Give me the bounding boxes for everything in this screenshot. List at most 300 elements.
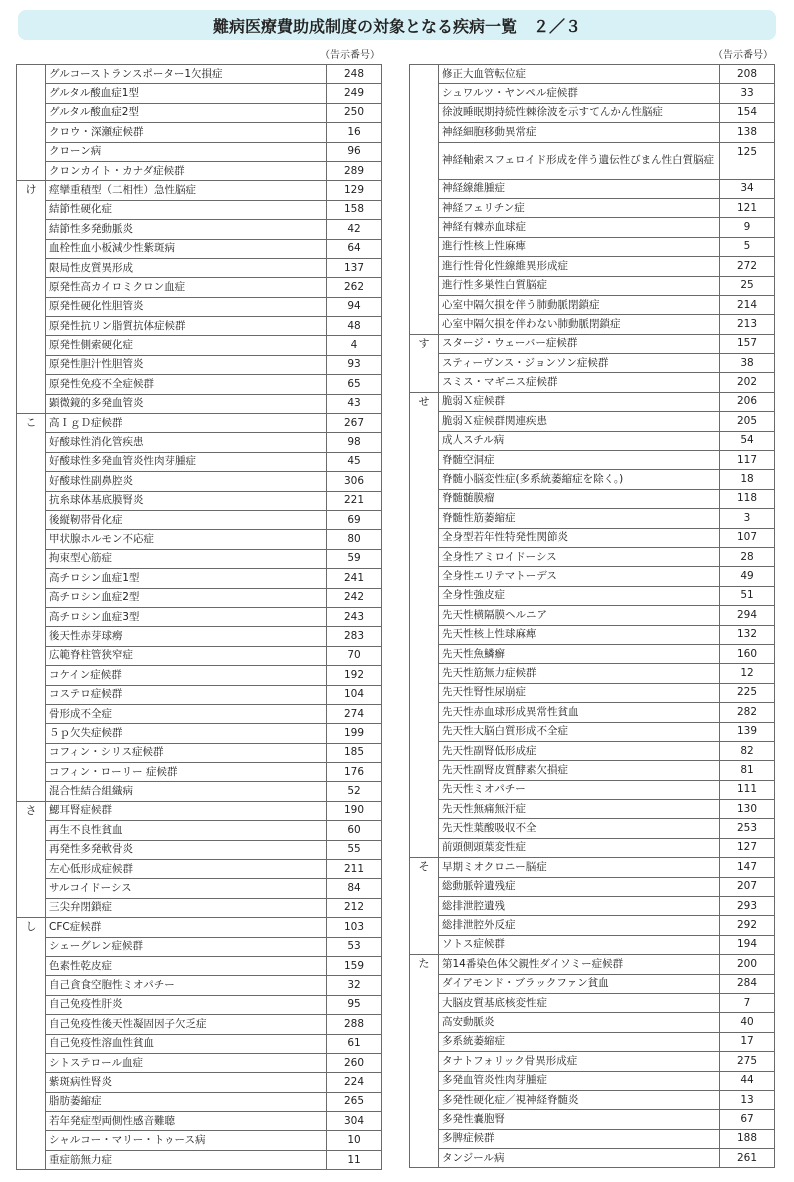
notice-number: 157 xyxy=(720,334,775,353)
notice-number: 52 xyxy=(327,782,382,801)
notice-number: 306 xyxy=(327,472,382,491)
disease-name: 先天性赤血球形成異常性貧血 xyxy=(439,703,720,722)
notice-number: 98 xyxy=(327,433,382,452)
notice-number: 253 xyxy=(720,819,775,838)
notice-number: 211 xyxy=(327,860,382,879)
notice-number: 5 xyxy=(720,237,775,256)
table-row xyxy=(410,470,775,489)
table-row xyxy=(410,123,775,142)
notice-number: 249 xyxy=(327,84,382,103)
table-row xyxy=(17,918,382,937)
table-row xyxy=(410,1110,775,1129)
notice-number: 84 xyxy=(327,879,382,898)
disease-name: 脆弱Ｘ症候群関連疾患 xyxy=(439,412,720,431)
table-row xyxy=(410,1090,775,1109)
notice-number: 288 xyxy=(327,1015,382,1034)
notice-number: 129 xyxy=(327,181,382,200)
table-row xyxy=(17,355,382,374)
disease-name: 多系統萎縮症 xyxy=(439,1032,720,1051)
table-row xyxy=(410,1032,775,1051)
table-row xyxy=(17,898,382,917)
disease-name: 重症筋無力症 xyxy=(46,1150,327,1169)
notice-number: 154 xyxy=(720,103,775,122)
disease-name: 原発性胆汁性胆管炎 xyxy=(46,355,327,374)
table-row xyxy=(17,1015,382,1034)
notice-number: 13 xyxy=(720,1090,775,1109)
table-row xyxy=(17,976,382,995)
disease-name: 鰓耳腎症候群 xyxy=(46,801,327,820)
disease-name: 脊髄空洞症 xyxy=(439,451,720,470)
notice-number: 262 xyxy=(327,278,382,297)
disease-name: 全身性強皮症 xyxy=(439,586,720,605)
disease-name: グルタル酸血症1型 xyxy=(46,84,327,103)
table-row xyxy=(17,220,382,239)
notice-number: 54 xyxy=(720,431,775,450)
notice-number: 272 xyxy=(720,257,775,276)
disease-name: 原発性免疫不全症候群 xyxy=(46,375,327,394)
disease-name: 再生不良性貧血 xyxy=(46,821,327,840)
notice-number: 18 xyxy=(720,470,775,489)
disease-name: 好酸球性消化管疾患 xyxy=(46,433,327,452)
notice-number: 275 xyxy=(720,1052,775,1071)
disease-name: スティーヴンス・ジョンソン症候群 xyxy=(439,354,720,373)
notice-number: 213 xyxy=(720,315,775,334)
table-row xyxy=(410,606,775,625)
table-row xyxy=(410,528,775,547)
table-row xyxy=(410,897,775,916)
disease-name: グルタル酸血症2型 xyxy=(46,103,327,122)
disease-name: 全身性アミロイドーシス xyxy=(439,547,720,566)
table-row xyxy=(410,451,775,470)
table-row xyxy=(17,317,382,336)
notice-number: 94 xyxy=(327,297,382,316)
disease-name: 神経細胞移動異常症 xyxy=(439,123,720,142)
disease-name: 先天性腎性尿崩症 xyxy=(439,683,720,702)
notice-number: 11 xyxy=(327,1150,382,1169)
table-row xyxy=(410,179,775,198)
table-row xyxy=(17,181,382,200)
disease-name: 脊髄髄膜瘤 xyxy=(439,489,720,508)
notice-number: 42 xyxy=(327,220,382,239)
disease-name: 甲状腺ホルモン不応症 xyxy=(46,530,327,549)
disease-name: 脆弱Ｘ症候群 xyxy=(439,392,720,411)
table-row xyxy=(410,1149,775,1168)
disease-name: クローン病 xyxy=(46,142,327,161)
table-row xyxy=(17,685,382,704)
disease-name: 原発性側索硬化症 xyxy=(46,336,327,355)
table-row xyxy=(410,955,775,974)
disease-name: 先天性核上性球麻痺 xyxy=(439,625,720,644)
disease-name: 好酸球性多発血管炎性肉芽腫症 xyxy=(46,452,327,471)
notice-number: 185 xyxy=(327,743,382,762)
notice-number: 199 xyxy=(327,724,382,743)
disease-name: 全身型若年性特発性関節炎 xyxy=(439,528,720,547)
table-row xyxy=(17,627,382,646)
notice-number: 207 xyxy=(720,877,775,896)
disease-name: 先天性魚鱗癬 xyxy=(439,644,720,663)
table-row xyxy=(410,935,775,954)
table-row xyxy=(17,123,382,142)
notice-number: 127 xyxy=(720,838,775,857)
table-row xyxy=(17,549,382,568)
notice-number: 132 xyxy=(720,625,775,644)
table-row xyxy=(410,761,775,780)
disease-name: 第14番染色体父親性ダイソミー症候群 xyxy=(439,955,720,974)
notice-number: 224 xyxy=(327,1073,382,1092)
table-row xyxy=(410,1052,775,1071)
table-row xyxy=(410,354,775,373)
table-row xyxy=(17,782,382,801)
disease-name: 先天性筋無力症候群 xyxy=(439,664,720,683)
notice-number: 214 xyxy=(720,295,775,314)
disease-name: 進行性骨化性線維異形成症 xyxy=(439,257,720,276)
notice-number: 3 xyxy=(720,509,775,528)
notice-number: 17 xyxy=(720,1032,775,1051)
disease-name: 原発性高カイロミクロン血症 xyxy=(46,278,327,297)
table-row xyxy=(17,414,382,433)
disease-name: 自己免疫性肝炎 xyxy=(46,995,327,1014)
kana-index: た xyxy=(410,955,439,1168)
table-row xyxy=(17,937,382,956)
notice-number: 70 xyxy=(327,646,382,665)
kana-index: せ xyxy=(410,392,439,857)
notice-number: 49 xyxy=(720,567,775,586)
table-row xyxy=(17,394,382,413)
notice-number: 260 xyxy=(327,1053,382,1072)
notice-number: 243 xyxy=(327,607,382,626)
disease-name: 結節性多発動脈炎 xyxy=(46,220,327,239)
notice-number: 208 xyxy=(720,65,775,84)
table-row xyxy=(410,237,775,256)
kana-index: そ xyxy=(410,858,439,955)
notice-number: 137 xyxy=(327,258,382,277)
table-row xyxy=(410,741,775,760)
table-row xyxy=(17,646,382,665)
kana-index: さ xyxy=(17,801,46,917)
table-row xyxy=(410,683,775,702)
notice-number: 104 xyxy=(327,685,382,704)
disease-name: ５ｐ欠失症候群 xyxy=(46,724,327,743)
notice-number: 32 xyxy=(327,976,382,995)
table-row xyxy=(17,258,382,277)
disease-name: 脂肪萎縮症 xyxy=(46,1092,327,1111)
notice-number: 289 xyxy=(327,161,382,180)
notice-number: 202 xyxy=(720,373,775,392)
table-row xyxy=(17,278,382,297)
table-row xyxy=(17,65,382,84)
disease-name: 広範脊柱管狭窄症 xyxy=(46,646,327,665)
table-row xyxy=(17,375,382,394)
notice-number: 93 xyxy=(327,355,382,374)
disease-name: スミス・マギニス症候群 xyxy=(439,373,720,392)
right-column xyxy=(409,48,775,1168)
table-row xyxy=(410,412,775,431)
disease-name: 再発性多発軟骨炎 xyxy=(46,840,327,859)
notice-number: 81 xyxy=(720,761,775,780)
notice-number: 118 xyxy=(720,489,775,508)
kana-index: け xyxy=(17,181,46,414)
notice-number: 82 xyxy=(720,741,775,760)
disease-name: 総動脈幹遺残症 xyxy=(439,877,720,896)
table-row xyxy=(410,295,775,314)
table-row xyxy=(17,472,382,491)
notice-number: 67 xyxy=(720,1110,775,1129)
disease-name: シャルコー・マリー・トゥース病 xyxy=(46,1131,327,1150)
table-row xyxy=(410,509,775,528)
table-row xyxy=(410,142,775,179)
disease-name: 先天性ミオパチー xyxy=(439,780,720,799)
disease-name: 後縦靭帯骨化症 xyxy=(46,510,327,529)
disease-name: コフィン・ローリー 症候群 xyxy=(46,763,327,782)
table-row xyxy=(17,161,382,180)
notice-number: 225 xyxy=(720,683,775,702)
disease-name: 骨形成不全症 xyxy=(46,704,327,723)
table-row xyxy=(410,489,775,508)
table-row xyxy=(410,198,775,217)
disease-name: 限局性皮質異形成 xyxy=(46,258,327,277)
table-row xyxy=(17,607,382,626)
kokuji-label: （告示番号） xyxy=(713,50,773,61)
notice-number: 242 xyxy=(327,588,382,607)
disease-name: タナトフォリック骨異形成症 xyxy=(439,1052,720,1071)
table-row xyxy=(17,569,382,588)
disease-name: 前頭側頭葉変性症 xyxy=(439,838,720,857)
table-row xyxy=(410,218,775,237)
table-row xyxy=(17,840,382,859)
notice-number: 274 xyxy=(327,704,382,723)
disease-name: 抗糸球体基底膜腎炎 xyxy=(46,491,327,510)
notice-number: 40 xyxy=(720,1013,775,1032)
table-row xyxy=(17,704,382,723)
notice-number: 205 xyxy=(720,412,775,431)
table-row xyxy=(17,588,382,607)
notice-number: 190 xyxy=(327,801,382,820)
disease-name: 原発性硬化性胆管炎 xyxy=(46,297,327,316)
disease-name: 大脳皮質基底核変性症 xyxy=(439,993,720,1012)
disease-name: シェーグレン症候群 xyxy=(46,937,327,956)
disease-name: 多発血管炎性肉芽腫症 xyxy=(439,1071,720,1090)
table-row xyxy=(410,373,775,392)
table-row xyxy=(17,1131,382,1150)
notice-number: 95 xyxy=(327,995,382,1014)
disease-name: グルコーストランスポーター1欠損症 xyxy=(46,65,327,84)
disease-name: シトステロール血症 xyxy=(46,1053,327,1072)
notice-number: 43 xyxy=(327,394,382,413)
left-column xyxy=(16,48,382,1170)
table-row xyxy=(410,315,775,334)
table-row xyxy=(17,821,382,840)
disease-name: 若年発症型両側性感音難聴 xyxy=(46,1112,327,1131)
table-row xyxy=(17,510,382,529)
notice-number: 69 xyxy=(327,510,382,529)
notice-number: 107 xyxy=(720,528,775,547)
table-row xyxy=(17,433,382,452)
notice-number: 293 xyxy=(720,897,775,916)
disease-name: 混合性結合組織病 xyxy=(46,782,327,801)
disease-name: 高安動脈炎 xyxy=(439,1013,720,1032)
table-row xyxy=(410,1071,775,1090)
disease-name: 先天性副腎低形成症 xyxy=(439,741,720,760)
disease-name: 総排泄腔外反症 xyxy=(439,916,720,935)
table-row xyxy=(17,297,382,316)
table-row xyxy=(17,879,382,898)
notice-number: 265 xyxy=(327,1092,382,1111)
table-row xyxy=(410,877,775,896)
disease-name: 原発性抗リン脂質抗体症候群 xyxy=(46,317,327,336)
disease-name: クロウ・深瀬症候群 xyxy=(46,123,327,142)
table-row xyxy=(410,257,775,276)
notice-number: 4 xyxy=(327,336,382,355)
disease-name: 総排泄腔遺残 xyxy=(439,897,720,916)
table-row xyxy=(17,1073,382,1092)
table-row xyxy=(17,84,382,103)
notice-number: 64 xyxy=(327,239,382,258)
disease-name: タンジール病 xyxy=(439,1149,720,1168)
table-row xyxy=(17,239,382,258)
notice-number: 304 xyxy=(327,1112,382,1131)
table-row xyxy=(17,956,382,975)
notice-number: 192 xyxy=(327,666,382,685)
kana-index xyxy=(17,65,46,181)
notice-number: 45 xyxy=(327,452,382,471)
notice-number: 44 xyxy=(720,1071,775,1090)
notice-number: 282 xyxy=(720,703,775,722)
disease-table-left xyxy=(16,64,382,1170)
table-row xyxy=(17,763,382,782)
disease-name: シュワルツ・ヤンペル症候群 xyxy=(439,84,720,103)
disease-name: サルコイドーシス xyxy=(46,879,327,898)
table-row xyxy=(17,724,382,743)
disease-name: ダイアモンド・ブラックファン貧血 xyxy=(439,974,720,993)
disease-name: ソトス症候群 xyxy=(439,935,720,954)
table-row xyxy=(410,334,775,353)
notice-number: 80 xyxy=(327,530,382,549)
table-row xyxy=(17,200,382,219)
table-row xyxy=(17,801,382,820)
disease-name: 紫斑病性腎炎 xyxy=(46,1073,327,1092)
notice-number: 130 xyxy=(720,800,775,819)
table-row xyxy=(410,586,775,605)
notice-number: 194 xyxy=(720,935,775,954)
notice-number: 51 xyxy=(720,586,775,605)
disease-name: 早期ミオクロニー脳症 xyxy=(439,858,720,877)
disease-name: 三尖弁閉鎖症 xyxy=(46,898,327,917)
notice-number: 294 xyxy=(720,606,775,625)
notice-number: 250 xyxy=(327,103,382,122)
notice-number: 158 xyxy=(327,200,382,219)
table-row xyxy=(17,1112,382,1131)
notice-number: 25 xyxy=(720,276,775,295)
table-row xyxy=(410,780,775,799)
kana-index: こ xyxy=(17,414,46,802)
table-row xyxy=(17,336,382,355)
notice-number: 103 xyxy=(327,918,382,937)
table-row xyxy=(17,452,382,471)
table-row xyxy=(17,1034,382,1053)
notice-number: 53 xyxy=(327,937,382,956)
notice-number: 61 xyxy=(327,1034,382,1053)
table-row xyxy=(410,1129,775,1148)
disease-name: 脊髄小脳変性症(多系統萎縮症を除く。) xyxy=(439,470,720,489)
notice-number: 221 xyxy=(327,491,382,510)
disease-name: 成人スチル病 xyxy=(439,431,720,450)
notice-number: 176 xyxy=(327,763,382,782)
table-row xyxy=(410,392,775,411)
table-row xyxy=(410,703,775,722)
disease-name: 脊髄性筋萎縮症 xyxy=(439,509,720,528)
disease-name: 先天性横隔膜ヘルニア xyxy=(439,606,720,625)
notice-number: 33 xyxy=(720,84,775,103)
disease-name: 神経軸索スフェロイド形成を伴う遺伝性びまん性白質脳症 xyxy=(439,142,720,179)
notice-number: 16 xyxy=(327,123,382,142)
notice-number: 248 xyxy=(327,65,382,84)
disease-name: CFC症候群 xyxy=(46,918,327,937)
disease-name: 神経フェリチン症 xyxy=(439,198,720,217)
table-row xyxy=(410,65,775,84)
disease-name: 心室中隔欠損を伴う肺動脈閉鎖症 xyxy=(439,295,720,314)
kana-index: す xyxy=(410,334,439,392)
table-row xyxy=(410,858,775,877)
table-row xyxy=(410,664,775,683)
notice-number: 267 xyxy=(327,414,382,433)
disease-name: 先天性無痛無汗症 xyxy=(439,800,720,819)
notice-number: 292 xyxy=(720,916,775,935)
disease-name: 自己貪食空胞性ミオパチー xyxy=(46,976,327,995)
disease-name: 後天性赤芽球癆 xyxy=(46,627,327,646)
disease-name: コケイン症候群 xyxy=(46,666,327,685)
notice-number: 206 xyxy=(720,392,775,411)
disease-name: 先天性副腎皮質酵素欠損症 xyxy=(439,761,720,780)
notice-number: 188 xyxy=(720,1129,775,1148)
disease-table-right xyxy=(409,64,775,1168)
disease-name: 色素性乾皮症 xyxy=(46,956,327,975)
disease-name: コステロ症候群 xyxy=(46,685,327,704)
table-row xyxy=(17,1092,382,1111)
table-row xyxy=(410,916,775,935)
notice-number: 284 xyxy=(720,974,775,993)
kana-index: し xyxy=(17,918,46,1170)
disease-name: 心室中隔欠損を伴わない肺動脈閉鎖症 xyxy=(439,315,720,334)
notice-number: 28 xyxy=(720,547,775,566)
table-row xyxy=(410,974,775,993)
disease-name: 進行性核上性麻痺 xyxy=(439,237,720,256)
disease-name: 修正大血管転位症 xyxy=(439,65,720,84)
notice-number: 138 xyxy=(720,123,775,142)
table-row xyxy=(17,666,382,685)
table-row xyxy=(17,142,382,161)
table-row xyxy=(410,722,775,741)
disease-name: 多発性嚢胞腎 xyxy=(439,1110,720,1129)
disease-name: スタージ・ウェーバー症候群 xyxy=(439,334,720,353)
notice-number: 125 xyxy=(720,142,775,179)
kana-index xyxy=(410,65,439,335)
disease-name: クロンカイト・カナダ症候群 xyxy=(46,161,327,180)
table-row xyxy=(17,995,382,1014)
disease-name: 多脾症候群 xyxy=(439,1129,720,1148)
notice-number: 160 xyxy=(720,644,775,663)
notice-number: 34 xyxy=(720,179,775,198)
notice-number: 261 xyxy=(720,1149,775,1168)
disease-name: 徐波睡眠期持続性棘徐波を示すてんかん性脳症 xyxy=(439,103,720,122)
table-row xyxy=(410,800,775,819)
notice-number: 117 xyxy=(720,451,775,470)
table-row xyxy=(410,819,775,838)
disease-name: 拘束型心筋症 xyxy=(46,549,327,568)
table-row xyxy=(410,276,775,295)
table-row xyxy=(17,103,382,122)
disease-name: 高ＩｇＤ症候群 xyxy=(46,414,327,433)
table-row xyxy=(410,838,775,857)
